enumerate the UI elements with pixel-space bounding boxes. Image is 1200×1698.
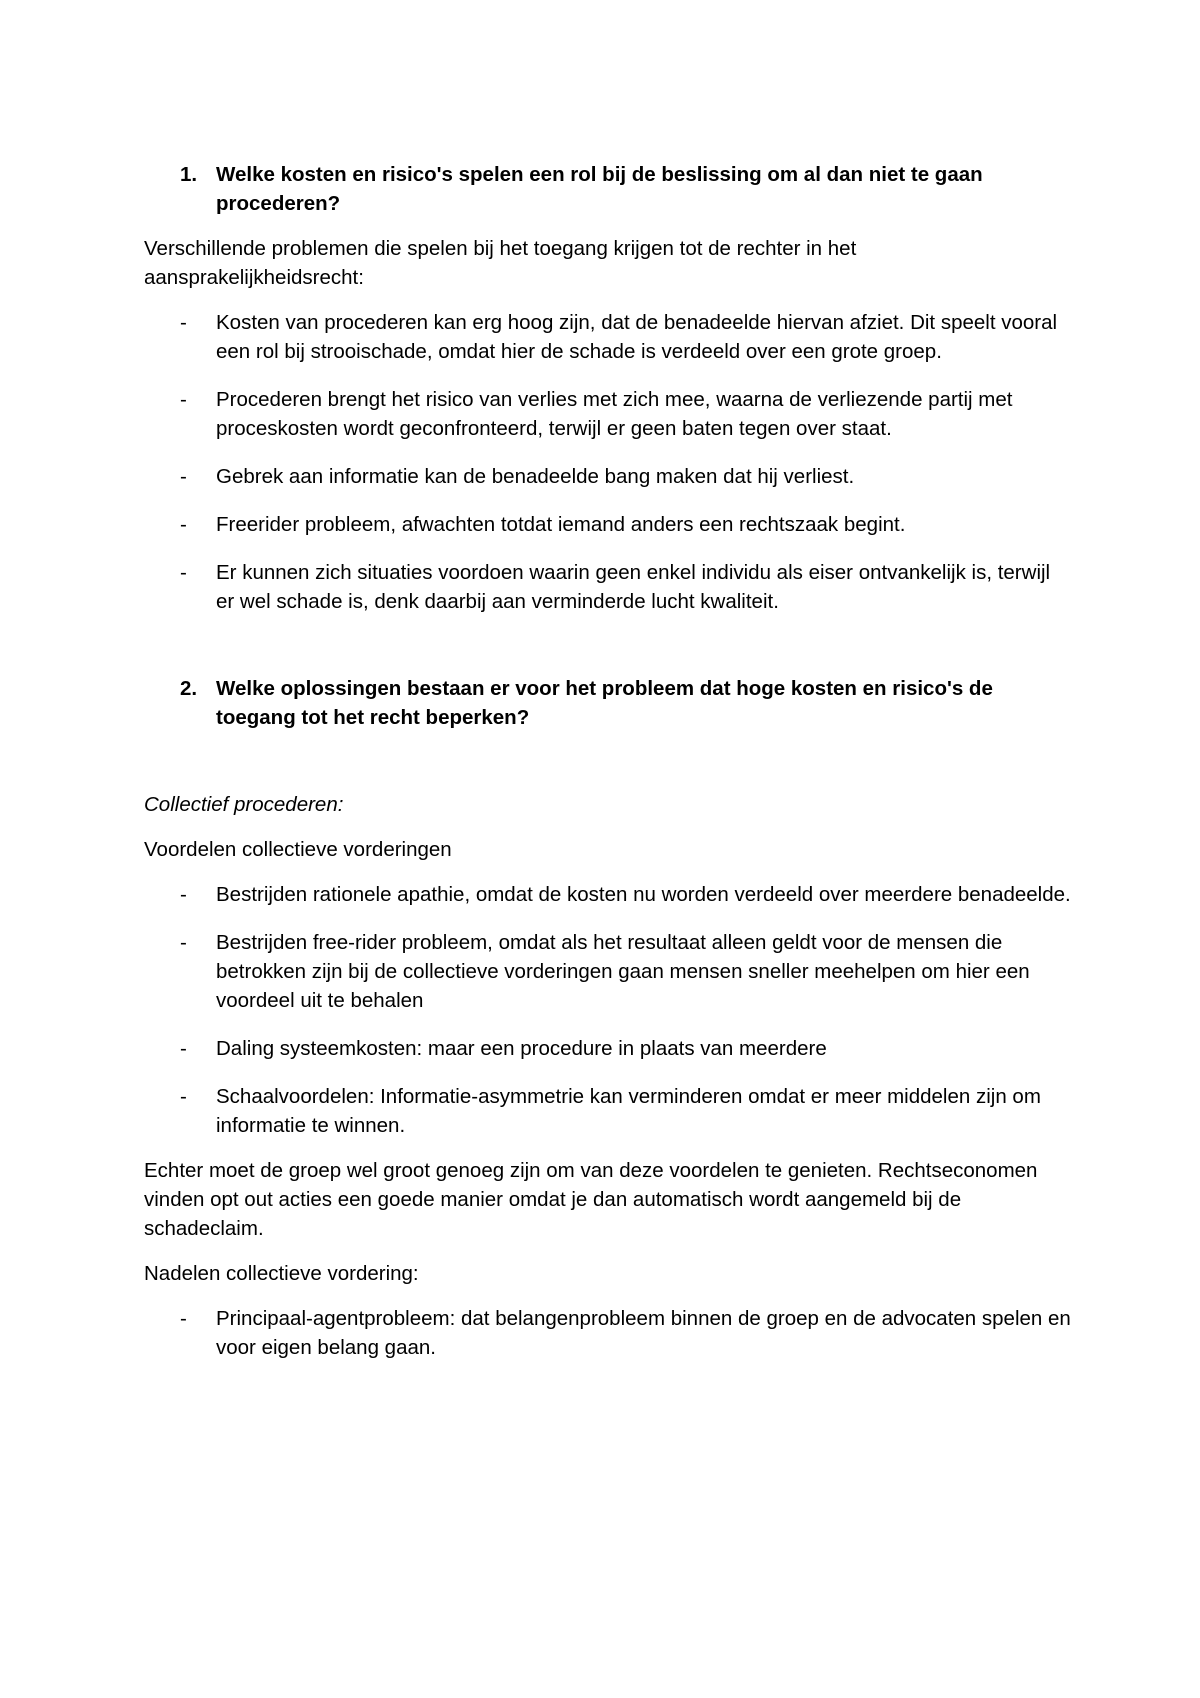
list-item: - Er kunnen zich situaties voordoen waarin geen enkel individu als eiser ontvankelijk is, terwijl er wel schade is, denk daarbij aan verminderde lucht kwaliteit. [180, 558, 1074, 616]
list-item: - Principaal-agentprobleem: dat belangenprobleem binnen de groep en de advocaten spelen en voor eigen belang gaan. [180, 1304, 1074, 1362]
conclusion-paragraph: Echter moet de groep wel groot genoeg zijn om van deze voordelen te genieten. Rechtseconomen vinden opt out acties een goede manier omdat je dan automatisch wordt aangemeld bij de schadeclaim. [144, 1159, 1038, 1240]
bullet-marker: - [180, 513, 187, 536]
list-item: - Bestrijden rationele apathie, omdat de kosten nu worden verdeeld over meerdere benadeelde. [180, 880, 1074, 909]
bullet-marker: - [180, 561, 187, 584]
bullet-marker: - [180, 931, 187, 954]
question-text: Welke kosten en risico's spelen een rol bij de beslissing om al dan niet te gaan procederen? [216, 163, 983, 215]
advantages-list [144, 880, 1074, 1140]
bullet-marker: - [180, 465, 187, 488]
question-text: Welke oplossingen bestaan er voor het probleem dat hoge kosten en risico's de toegang tot het recht beperken? [216, 677, 993, 729]
disadvantages-list [144, 1304, 1074, 1362]
question-number: 1. [180, 163, 198, 186]
question-number: 2. [180, 677, 198, 700]
list-item: - Bestrijden free-rider probleem, omdat als het resultaat alleen geldt voor de mensen die betrokken zijn bij de collectieve vorderingen gaan mensen sneller meehelpen om hier een voordeel uit te behalen [180, 928, 1074, 1015]
intro-paragraph: Verschillende problemen die spelen bij het toegang krijgen tot de rechter in het aansprakelijkheidsrecht: [144, 237, 857, 289]
problems-list [144, 308, 1074, 616]
question-2 [180, 674, 1074, 732]
question-1 [180, 160, 1074, 218]
bullet-marker: - [180, 388, 187, 411]
bullet-marker: - [180, 1085, 187, 1108]
list-item: - Freerider probleem, afwachten totdat iemand anders een rechtszaak begint. [180, 510, 1074, 539]
section-title: Collectief procederen: [144, 793, 344, 816]
list-item: - Gebrek aan informatie kan de benadeelde bang maken dat hij verliest. [180, 462, 1074, 491]
bullet-marker: - [180, 883, 187, 906]
disadvantages-heading: Nadelen collectieve vordering: [144, 1262, 419, 1285]
list-item: - Procederen brengt het risico van verlies met zich mee, waarna de verliezende partij met proceskosten wordt geconfronteerd, terwijl er geen baten tegen over staat. [180, 385, 1074, 443]
document-body [144, 160, 1074, 1381]
list-item: - Daling systeemkosten: maar een procedure in plaats van meerdere [180, 1034, 1074, 1063]
bullet-marker: - [180, 311, 187, 334]
advantages-heading: Voordelen collectieve vorderingen [144, 838, 452, 861]
bullet-marker: - [180, 1037, 187, 1060]
bullet-marker: - [180, 1307, 187, 1330]
list-item: - Kosten van procederen kan erg hoog zijn, dat de benadeelde hiervan afziet. Dit speelt vooral een rol bij strooischade, omdat hier de schade is verdeeld over een grote groep. [180, 308, 1074, 366]
list-item: - Schaalvoordelen: Informatie-asymmetrie kan verminderen omdat er meer middelen zijn om informatie te winnen. [180, 1082, 1074, 1140]
